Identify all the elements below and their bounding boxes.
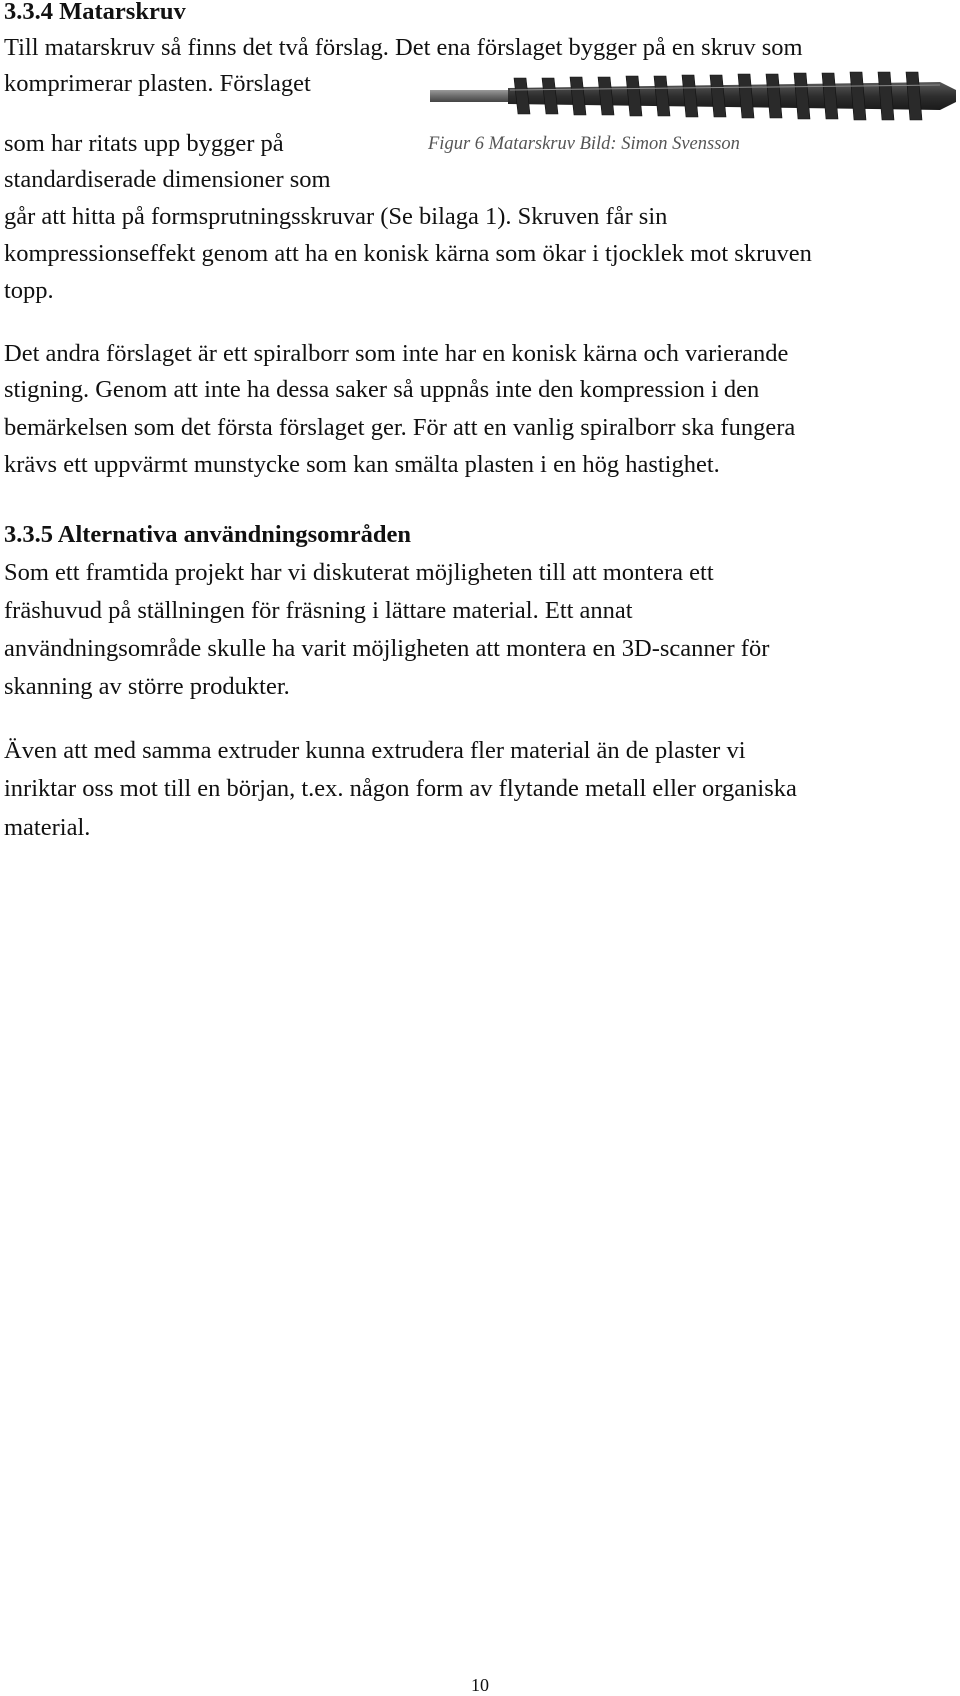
paragraph-line: kompressionseffekt genom att ha en konisk kärna som ökar i tjocklek mot skruven (4, 240, 812, 267)
paragraph-line: skanning av större produkter. (4, 673, 290, 700)
paragraph-line: som har ritats upp bygger på (4, 130, 284, 157)
paragraph-line: Även att med samma extruder kunna extrudera fler material än de plaster vi (4, 737, 746, 764)
paragraph-line: stigning. Genom att inte ha dessa saker så uppnås inte den kompression i den (4, 376, 760, 403)
paragraph-line: komprimerar plasten. Förslaget (4, 70, 311, 97)
paragraph-line: inriktar oss mot till en början, t.ex. någon form av flytande metall eller organiska (4, 775, 797, 802)
paragraph-line: fräshuvud på ställningen för fräsning i lättare material. Ett annat (4, 597, 633, 624)
feed-screw-image (430, 68, 956, 124)
paragraph-line: Det andra förslaget är ett spiralborr som inte har en konisk kärna och varierande (4, 340, 789, 367)
figure-caption: Figur 6 Matarskruv Bild: Simon Svensson (428, 134, 740, 154)
paragraph-line: topp. (4, 277, 54, 304)
paragraph-line: bemärkelsen som det första förslaget ger. För att en vanlig spiralborr ska fungera (4, 414, 796, 441)
page-number: 10 (471, 1675, 489, 1695)
paragraph-line: krävs ett uppvärmt munstycke som kan smälta plasten i en hög hastighet. (4, 451, 720, 478)
section-heading-matarskruv: 3.3.4 Matarskruv (4, 0, 186, 25)
paragraph-line: Som ett framtida projekt har vi diskuterat möjligheten till att montera ett (4, 559, 714, 586)
paragraph-line: användningsområde skulle ha varit möjligheten att montera en 3D-scanner för (4, 635, 770, 662)
section-heading-alternativa: 3.3.5 Alternativa användningsområden (4, 521, 412, 548)
paragraph-line: Till matarskruv så finns det två förslag. Det ena förslaget bygger på en skruv som (4, 34, 803, 61)
paragraph-line: går att hitta på formsprutningsskruvar (Se bilaga 1). Skruven får sin (4, 203, 668, 230)
paragraph-line: material. (4, 814, 91, 841)
paragraph-line: standardiserade dimensioner som (4, 166, 331, 193)
